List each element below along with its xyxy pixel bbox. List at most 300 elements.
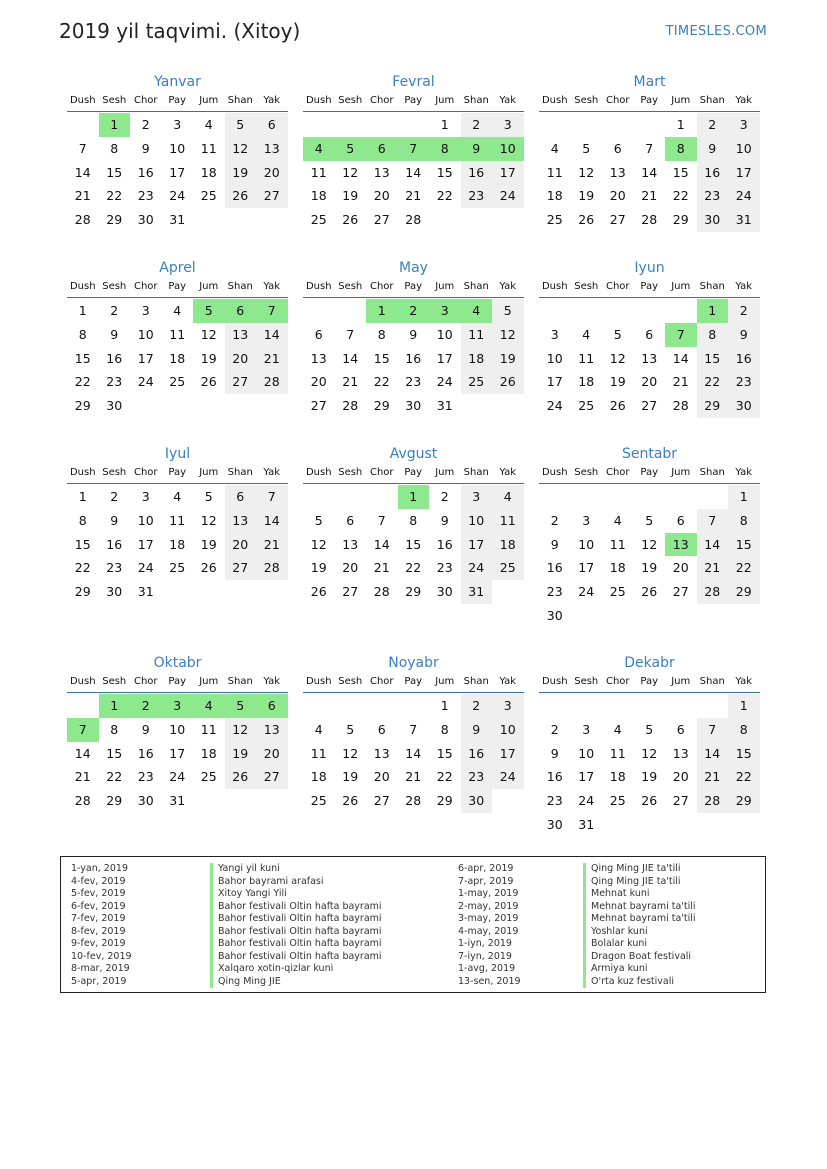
holiday-day-cell: 3 xyxy=(429,299,461,323)
legend-date: 3-may, 2019 xyxy=(458,913,519,924)
day-cell: 14 xyxy=(672,350,689,366)
day-cell: 30 xyxy=(728,394,760,418)
day-cell: 14 xyxy=(641,164,658,180)
day-cell: 20 xyxy=(225,347,257,371)
day-cell: 13 xyxy=(256,718,288,742)
day-cell: 28 xyxy=(256,370,288,394)
day-cell: 20 xyxy=(672,560,689,576)
weekday-label: Sesh xyxy=(574,676,599,687)
weekday-label: Chor xyxy=(369,95,394,106)
day-cell: 21 xyxy=(697,765,729,789)
day-cell: 9 xyxy=(141,140,150,156)
holiday-day-cell: 7 xyxy=(398,137,430,161)
day-cell: 10 xyxy=(436,326,453,342)
day-cell: 8 xyxy=(728,509,760,533)
weekday-header xyxy=(67,92,288,112)
day-cell: 12 xyxy=(200,326,217,342)
day-cell: 24 xyxy=(461,556,493,580)
weekday-label: Pay xyxy=(640,467,659,478)
day-cell: 30 xyxy=(405,398,422,414)
day-cell: 30 xyxy=(106,584,123,600)
weekday-label: Shan xyxy=(699,95,725,106)
legend-date: 7-apr, 2019 xyxy=(458,875,514,887)
day-cell: 14 xyxy=(342,350,359,366)
weekday-label: Sesh xyxy=(102,95,127,106)
day-cell: 20 xyxy=(641,374,658,390)
day-cell: 22 xyxy=(74,560,91,576)
weekday-label: Sesh xyxy=(574,467,599,478)
legend-date: 4-fev, 2019 xyxy=(71,875,126,887)
day-cell: 11 xyxy=(200,721,217,737)
weekday-label: Yak xyxy=(263,676,281,687)
day-cell: 21 xyxy=(74,769,91,785)
legend-holiday-name: Armiya kuni xyxy=(583,963,648,976)
day-cell: 1 xyxy=(676,117,685,132)
weekday-label: Yak xyxy=(263,281,281,292)
day-cell: 23 xyxy=(137,188,154,204)
weekday-header xyxy=(67,278,288,298)
day-cell: 13 xyxy=(342,536,359,552)
day-cell: 28 xyxy=(697,580,729,604)
weekday-label: Pay xyxy=(640,676,659,687)
day-cell: 21 xyxy=(74,188,91,204)
day-cell: 2 xyxy=(141,117,150,132)
day-cell: 3 xyxy=(550,326,559,342)
day-cell: 4 xyxy=(173,303,182,318)
day-cell: 10 xyxy=(578,536,595,552)
day-cell: 15 xyxy=(405,536,422,552)
weekday-header xyxy=(303,92,524,112)
holiday-day-cell: 1 xyxy=(99,113,131,137)
day-cell: 23 xyxy=(436,560,453,576)
day-cell: 15 xyxy=(728,742,760,766)
day-cell: 19 xyxy=(225,742,257,766)
weekday-label: Shan xyxy=(699,676,725,687)
day-cell: 12 xyxy=(200,512,217,528)
day-cell: 19 xyxy=(641,769,658,785)
day-cell: 22 xyxy=(74,374,91,390)
legend-holiday-name: Bahor festivali Oltin hafta bayrami xyxy=(210,951,382,964)
day-cell: 28 xyxy=(405,793,422,809)
day-cell: 22 xyxy=(728,556,760,580)
day-cell: 17 xyxy=(137,536,154,552)
day-cell: 8 xyxy=(697,323,729,347)
day-cell: 14 xyxy=(74,164,91,180)
month-name: Oktabr xyxy=(153,655,202,671)
weekday-label: Dush xyxy=(69,281,96,292)
day-cell: 20 xyxy=(225,533,257,557)
month-name: Avgust xyxy=(389,446,438,462)
day-cell: 6 xyxy=(377,721,386,737)
weekday-label: Sesh xyxy=(102,281,127,292)
day-cell: 21 xyxy=(405,769,422,785)
legend-date: 1-yan, 2019 xyxy=(71,863,128,874)
day-cell: 24 xyxy=(169,188,186,204)
day-cell: 29 xyxy=(74,584,91,600)
weekday-label: Pay xyxy=(168,95,187,106)
day-cell: 9 xyxy=(728,323,760,347)
day-cell: 11 xyxy=(200,140,217,156)
day-cell: 12 xyxy=(310,536,327,552)
day-cell: 16 xyxy=(137,745,154,761)
weekday-label: Jum xyxy=(435,95,455,106)
day-cell: 10 xyxy=(137,512,154,528)
day-cell: 6 xyxy=(346,512,355,528)
weekday-label: Chor xyxy=(133,281,158,292)
day-cell: 12 xyxy=(609,350,626,366)
weekday-label: Chor xyxy=(369,676,394,687)
day-cell: 22 xyxy=(436,188,453,204)
day-cell: 5 xyxy=(346,721,355,737)
day-cell: 27 xyxy=(641,398,658,414)
day-cell: 14 xyxy=(74,745,91,761)
day-cell: 13 xyxy=(225,509,257,533)
day-cell: 23 xyxy=(546,793,563,809)
weekday-label: Chor xyxy=(605,467,630,478)
day-cell: 25 xyxy=(169,560,186,576)
holiday-day-cell: 7 xyxy=(67,718,99,742)
day-cell: 8 xyxy=(78,326,87,342)
day-cell: 23 xyxy=(405,374,422,390)
day-cell: 31 xyxy=(436,398,453,414)
day-cell: 19 xyxy=(200,536,217,552)
day-cell: 25 xyxy=(310,793,327,809)
day-cell: 9 xyxy=(409,326,418,342)
day-cell: 9 xyxy=(110,326,119,342)
day-cell: 25 xyxy=(492,556,524,580)
day-cell: 28 xyxy=(641,212,658,228)
day-cell: 22 xyxy=(106,769,123,785)
day-cell: 9 xyxy=(550,536,559,552)
day-cell: 5 xyxy=(492,299,524,323)
day-cell: 27 xyxy=(310,398,327,414)
day-cell: 15 xyxy=(436,164,453,180)
day-cell: 17 xyxy=(436,350,453,366)
weekday-label: Yak xyxy=(735,467,753,478)
day-cell: 13 xyxy=(641,350,658,366)
legend-date: 7-iyn, 2019 xyxy=(458,950,512,962)
day-cell: 18 xyxy=(310,188,327,204)
day-cell: 4 xyxy=(314,721,323,737)
weekday-label: Jum xyxy=(671,676,691,687)
day-cell: 7 xyxy=(645,140,654,156)
day-cell: 13 xyxy=(373,745,390,761)
legend-date: 9-fev, 2019 xyxy=(71,938,126,949)
day-cell: 1 xyxy=(728,485,760,509)
day-cell: 8 xyxy=(110,140,119,156)
day-cell: 29 xyxy=(672,212,689,228)
weekday-label: Dush xyxy=(305,281,332,292)
day-cell: 26 xyxy=(200,560,217,576)
weekday-label: Shan xyxy=(699,467,725,478)
day-cell: 29 xyxy=(106,212,123,228)
day-cell: 4 xyxy=(492,485,524,509)
day-cell: 18 xyxy=(546,188,563,204)
day-cell: 21 xyxy=(641,188,658,204)
weekday-label: Chor xyxy=(605,281,630,292)
day-cell: 22 xyxy=(672,188,689,204)
day-cell: 20 xyxy=(672,769,689,785)
legend-holiday-name: O'rta kuz festivali xyxy=(583,976,674,989)
day-cell: 24 xyxy=(546,398,563,414)
day-cell: 14 xyxy=(256,509,288,533)
weekday-label: Jum xyxy=(199,281,219,292)
day-cell: 24 xyxy=(578,584,595,600)
day-cell: 26 xyxy=(492,370,524,394)
day-cell: 26 xyxy=(310,584,327,600)
weekday-header xyxy=(67,673,288,693)
day-cell: 8 xyxy=(78,512,87,528)
day-cell: 3 xyxy=(582,512,591,528)
legend-date: 1-avg, 2019 xyxy=(458,963,516,974)
day-cell: 27 xyxy=(373,793,390,809)
day-cell: 9 xyxy=(697,137,729,161)
day-cell: 31 xyxy=(461,580,493,604)
day-cell: 7 xyxy=(697,718,729,742)
day-cell: 30 xyxy=(137,212,154,228)
day-cell: 24 xyxy=(492,765,524,789)
day-cell: 27 xyxy=(342,584,359,600)
holiday-day-cell: 7 xyxy=(665,323,697,347)
day-cell: 21 xyxy=(256,347,288,371)
legend-holiday-name: Bolalar kuni xyxy=(583,938,647,951)
day-cell: 17 xyxy=(169,745,186,761)
day-cell: 4 xyxy=(582,326,591,342)
weekday-header xyxy=(539,92,760,112)
day-cell: 20 xyxy=(373,188,390,204)
weekday-label: Dush xyxy=(541,95,568,106)
weekday-label: Dush xyxy=(69,95,96,106)
day-cell: 6 xyxy=(256,113,288,137)
holiday-day-cell: 8 xyxy=(665,137,697,161)
weekday-label: Dush xyxy=(305,95,332,106)
day-cell: 12 xyxy=(342,164,359,180)
day-cell: 9 xyxy=(110,512,119,528)
weekday-label: Pay xyxy=(404,467,423,478)
day-cell: 30 xyxy=(436,584,453,600)
day-cell: 21 xyxy=(373,560,390,576)
weekday-label: Pay xyxy=(640,95,659,106)
legend-date: 6-fev, 2019 xyxy=(71,900,126,912)
legend-holiday-name: Mehnat kuni xyxy=(583,888,650,901)
day-cell: 11 xyxy=(492,509,524,533)
day-cell: 26 xyxy=(342,793,359,809)
day-cell: 9 xyxy=(461,718,493,742)
day-cell: 29 xyxy=(728,580,760,604)
legend-date: 7-fev, 2019 xyxy=(71,913,126,924)
day-cell: 28 xyxy=(373,584,390,600)
day-cell: 11 xyxy=(609,536,626,552)
day-cell: 30 xyxy=(137,793,154,809)
day-cell: 12 xyxy=(342,745,359,761)
day-cell: 27 xyxy=(672,584,689,600)
day-cell: 17 xyxy=(137,350,154,366)
month-name: Yanvar xyxy=(154,74,201,90)
day-cell: 23 xyxy=(461,184,493,208)
day-cell: 13 xyxy=(310,350,327,366)
day-cell: 16 xyxy=(106,536,123,552)
holiday-legend xyxy=(60,856,766,993)
weekday-label: Shan xyxy=(227,95,253,106)
day-cell: 25 xyxy=(200,769,217,785)
weekday-label: Jum xyxy=(435,676,455,687)
weekday-label: Dush xyxy=(305,467,332,478)
day-cell: 7 xyxy=(377,512,386,528)
day-cell: 24 xyxy=(137,560,154,576)
day-cell: 24 xyxy=(436,374,453,390)
day-cell: 19 xyxy=(200,350,217,366)
day-cell: 10 xyxy=(169,140,186,156)
day-cell: 30 xyxy=(106,398,123,414)
weekday-header xyxy=(303,673,524,693)
holiday-day-cell: 6 xyxy=(225,299,257,323)
day-cell: 16 xyxy=(137,164,154,180)
weekday-header xyxy=(539,464,760,484)
day-cell: 19 xyxy=(641,560,658,576)
day-cell: 18 xyxy=(609,560,626,576)
day-cell: 25 xyxy=(578,398,595,414)
day-cell: 14 xyxy=(405,164,422,180)
day-cell: 30 xyxy=(697,208,729,232)
legend-holiday-name: Bahor festivali Oltin hafta bayrami xyxy=(210,901,382,914)
day-cell: 8 xyxy=(728,718,760,742)
weekday-label: Sesh xyxy=(338,95,363,106)
day-cell: 11 xyxy=(461,323,493,347)
weekday-label: Chor xyxy=(605,676,630,687)
legend-holiday-name: Bahor festivali Oltin hafta bayrami xyxy=(210,938,382,951)
day-cell: 15 xyxy=(74,536,91,552)
day-cell: 21 xyxy=(405,188,422,204)
legend-holiday-name: Bahor festivali Oltin hafta bayrami xyxy=(210,926,382,939)
day-cell: 23 xyxy=(461,765,493,789)
day-cell: 13 xyxy=(672,745,689,761)
day-cell: 10 xyxy=(169,721,186,737)
weekday-label: Shan xyxy=(463,95,489,106)
weekday-label: Dush xyxy=(541,281,568,292)
weekday-label: Jum xyxy=(199,95,219,106)
day-cell: 14 xyxy=(697,742,729,766)
day-cell: 27 xyxy=(609,212,626,228)
day-cell: 31 xyxy=(137,584,154,600)
weekday-label: Shan xyxy=(463,467,489,478)
day-cell: 7 xyxy=(409,721,418,737)
day-cell: 24 xyxy=(137,374,154,390)
day-cell: 11 xyxy=(169,326,186,342)
holiday-day-cell: 6 xyxy=(256,694,288,718)
day-cell: 16 xyxy=(546,560,563,576)
day-cell: 28 xyxy=(74,212,91,228)
day-cell: 13 xyxy=(225,323,257,347)
day-cell: 17 xyxy=(461,533,493,557)
day-cell: 20 xyxy=(373,769,390,785)
day-cell: 26 xyxy=(225,184,257,208)
day-cell: 21 xyxy=(672,374,689,390)
holiday-day-cell: 2 xyxy=(130,694,162,718)
day-cell: 14 xyxy=(373,536,390,552)
day-cell: 17 xyxy=(492,161,524,185)
day-cell: 15 xyxy=(74,350,91,366)
weekday-label: Pay xyxy=(168,467,187,478)
weekday-label: Jum xyxy=(671,95,691,106)
day-cell: 19 xyxy=(609,374,626,390)
holiday-day-cell: 13 xyxy=(665,533,697,557)
day-cell: 16 xyxy=(405,350,422,366)
day-cell: 18 xyxy=(609,769,626,785)
weekday-label: Yak xyxy=(263,95,281,106)
day-cell: 31 xyxy=(169,212,186,228)
day-cell: 7 xyxy=(697,509,729,533)
day-cell: 10 xyxy=(461,509,493,533)
weekday-label: Shan xyxy=(463,281,489,292)
legend-holiday-name: Dragon Boat festivali xyxy=(583,951,691,964)
day-cell: 25 xyxy=(609,584,626,600)
day-cell: 25 xyxy=(461,370,493,394)
weekday-label: Shan xyxy=(227,281,253,292)
day-cell: 15 xyxy=(436,745,453,761)
day-cell: 6 xyxy=(645,326,654,342)
day-cell: 14 xyxy=(405,745,422,761)
weekday-label: Chor xyxy=(605,95,630,106)
weekday-label: Sesh xyxy=(102,467,127,478)
day-cell: 17 xyxy=(578,769,595,785)
day-cell: 7 xyxy=(346,326,355,342)
legend-holiday-name: Xitoy Yangi Yili xyxy=(210,888,287,901)
day-cell: 26 xyxy=(609,398,626,414)
day-cell: 7 xyxy=(78,140,87,156)
legend-holiday-name: Yoshlar kuni xyxy=(583,926,648,939)
day-cell: 27 xyxy=(225,556,257,580)
day-cell: 16 xyxy=(546,769,563,785)
day-cell: 23 xyxy=(106,374,123,390)
legend-holiday-name: Yangi yil kuni xyxy=(210,863,280,876)
legend-holiday-name: Xalqaro xotin-qizlar kuni xyxy=(210,963,333,976)
day-cell: 19 xyxy=(492,347,524,371)
day-cell: 24 xyxy=(169,769,186,785)
day-cell: 23 xyxy=(728,370,760,394)
holiday-day-cell: 4 xyxy=(193,694,225,718)
day-cell: 9 xyxy=(550,745,559,761)
day-cell: 25 xyxy=(546,212,563,228)
holiday-day-cell: 5 xyxy=(193,299,225,323)
legend-date: 8-mar, 2019 xyxy=(71,963,130,974)
day-cell: 6 xyxy=(314,326,323,342)
day-cell: 3 xyxy=(461,485,493,509)
day-cell: 22 xyxy=(697,370,729,394)
day-cell: 13 xyxy=(373,164,390,180)
weekday-header xyxy=(303,278,524,298)
day-cell: 2 xyxy=(440,489,449,504)
day-cell: 11 xyxy=(310,745,327,761)
day-cell: 31 xyxy=(169,793,186,809)
day-cell: 25 xyxy=(310,212,327,228)
day-cell: 10 xyxy=(578,745,595,761)
day-cell: 8 xyxy=(440,721,449,737)
weekday-label: Yak xyxy=(499,281,517,292)
weekday-header xyxy=(539,278,760,298)
day-cell: 12 xyxy=(225,718,257,742)
day-cell: 10 xyxy=(492,718,524,742)
page-title: 2019 yil taqvimi. (Xitoy) xyxy=(59,19,301,43)
day-cell: 20 xyxy=(256,742,288,766)
holiday-day-cell: 1 xyxy=(99,694,131,718)
site-brand-link[interactable]: TIMESLES.COM xyxy=(665,24,767,39)
day-cell: 19 xyxy=(342,188,359,204)
legend-date: 10-fev, 2019 xyxy=(71,950,132,962)
day-cell: 31 xyxy=(728,208,760,232)
weekday-label: Sesh xyxy=(574,95,599,106)
day-cell: 9 xyxy=(141,721,150,737)
day-cell: 2 xyxy=(728,299,760,323)
